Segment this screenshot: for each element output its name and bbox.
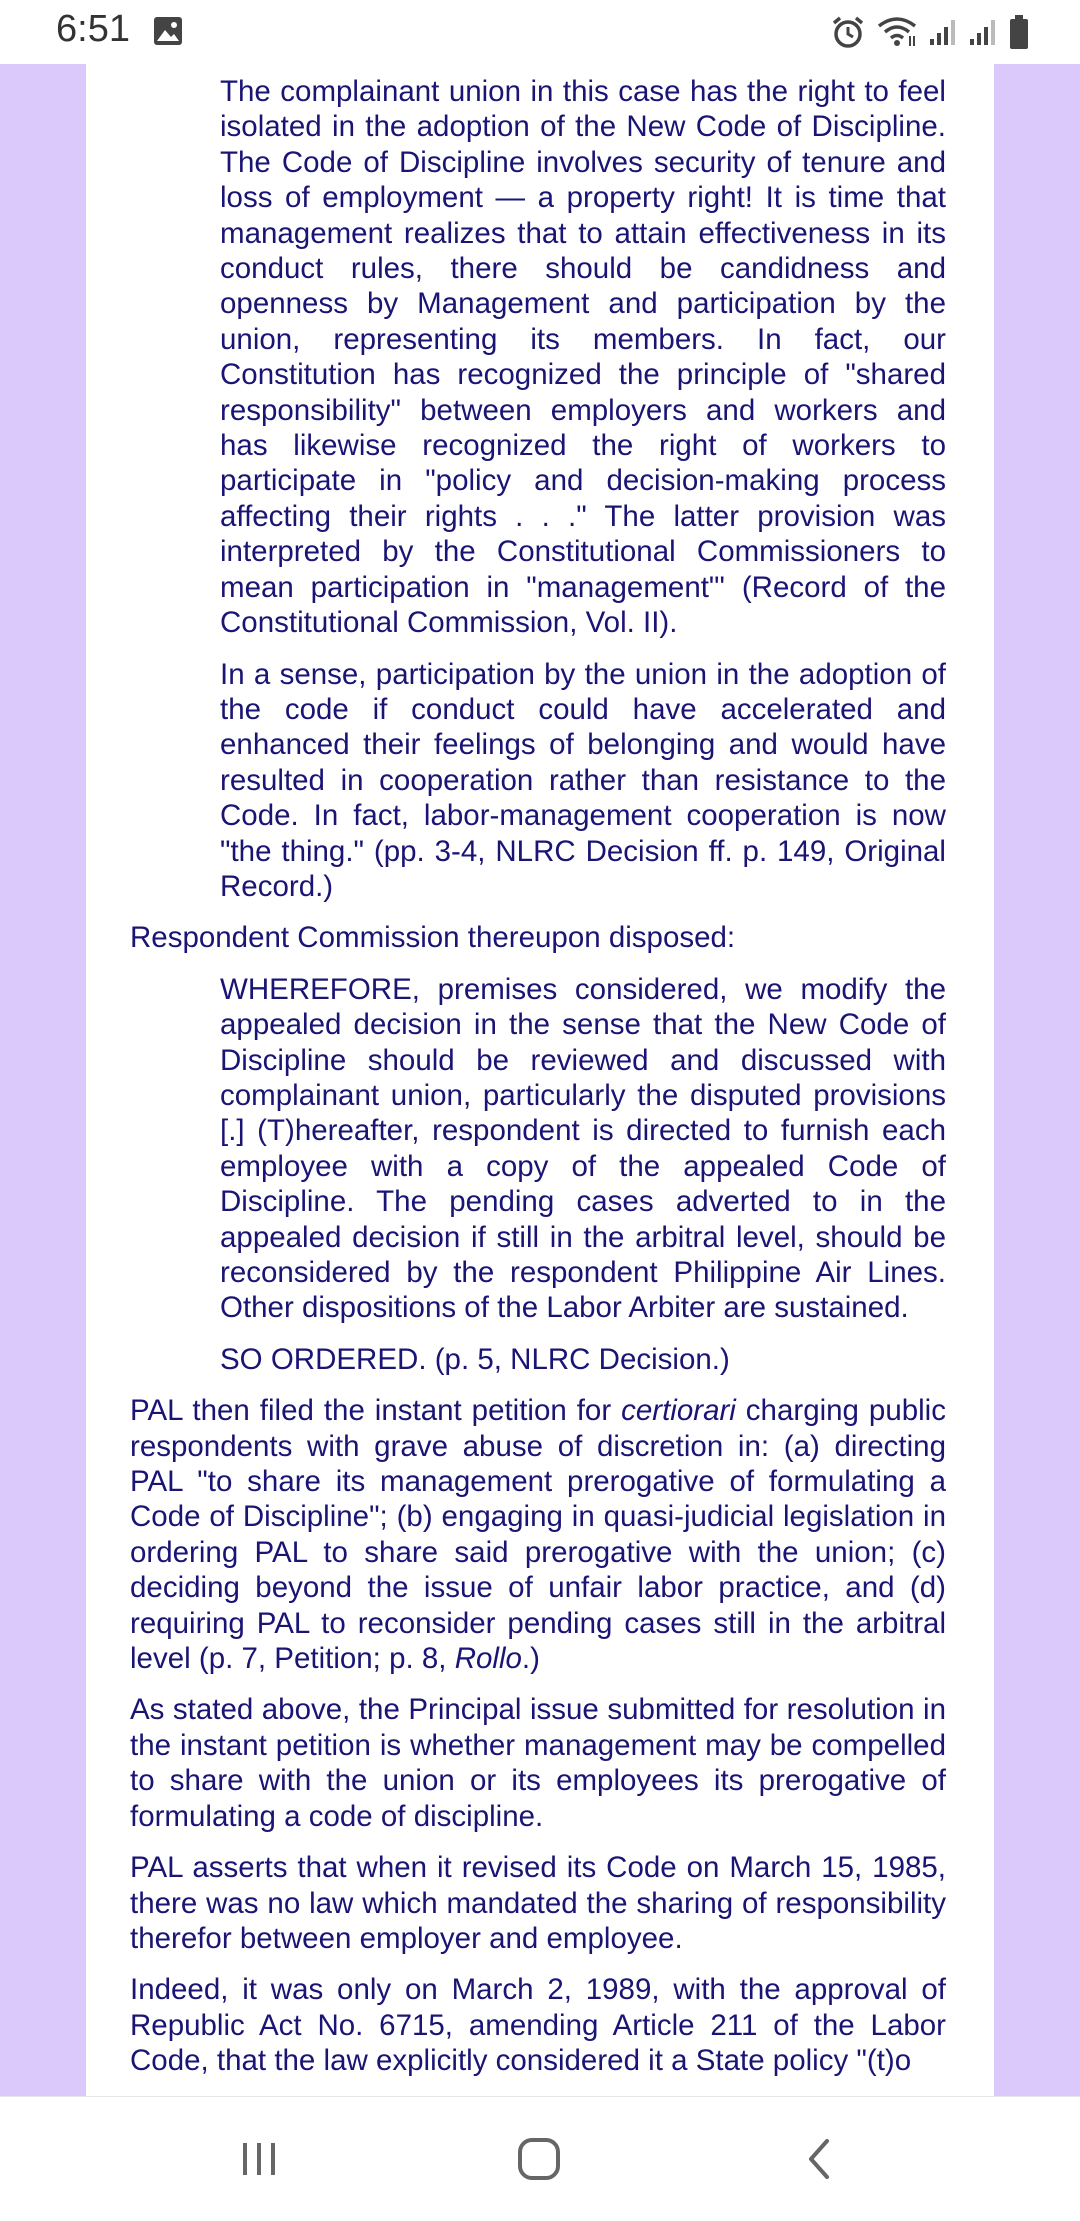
quote-paragraph: In a sense, participation by the union in the adoption of the code if conduct could have accelerated and enhanced their feelings of belonging and would have resulted in cooperation rather than resistance to the Code. In fact, labor-management cooperation is now "the thing." (pp. 3-4, NLRC Decision ff. p. 149, Original Record.) [220,657,946,903]
status-bar [0,0,1080,64]
status-time: 6:51 [56,8,130,50]
italic-text: certiorari [621,1394,736,1428]
back-icon [799,2137,843,2186]
body-paragraph: PAL asserts that when it revised its Code on March 15, 1985, there was no law which mandated the sharing of responsibility therefor between employer and employee. [130,1851,946,1955]
wifi-icon [876,16,918,53]
navigation-bar [0,2096,1080,2221]
body-paragraph: Respondent Commission thereupon disposed: [130,921,736,955]
quote-paragraph: SO ORDERED. (p. 5, NLRC Decision.) [220,1342,730,1376]
recents-icon [237,2137,281,2186]
alarm-icon [830,14,866,55]
petition-paragraph [130,1393,946,1676]
status-icons [830,14,1030,55]
italic-text: Rollo [454,1642,522,1676]
signal-icon [968,17,998,52]
quote-paragraph: The complainant union in this case has the right to feel isolated in the adoption of the New Code of Discipline. The Code of Discipline involves security of tenure and loss of employment — a property right! It is time that management realizes that to attain effectiveness in its conduct rules, there should be candidness and openness by Management and participation by the union, representing its members. In fact, our Constitution has recognized the principle of "shared responsibility" between employers and workers and has likewise recognized the right of workers to participate in "policy and decision-making process affecting their rights . . ." The latter provision was interpreted by the Constitutional Commissioners to mean participation in "management"' (Record of the Constitutional Commission, Vol. II). [220,75,946,640]
text-span: PAL then filed the instant petition for [130,1394,622,1428]
right-margin-band [994,64,1080,2096]
document-content [130,74,946,2095]
recents-button[interactable] [214,2133,304,2189]
signal-icon [928,17,958,52]
home-button[interactable] [494,2133,584,2189]
document-page[interactable] [86,64,994,2096]
body-paragraph: Indeed, it was only on March 2, 1989, with the approval of Republic Act No. 6715, amending Article 211 of the Labor Code, that the law explicitly considered it a State policy "(t)o [130,1973,946,2078]
text-span: charging public respondents with grave abuse of discretion in: (a) directing PAL "to share its management prerogative of formulating a Code of Discipline"; (b) engaging in quasi-judicial legislation in ordering PAL to share said prerogative with the union; (c) deciding beyond the issue of unfair labor practice, and (d) requiring PAL to reconsider pending cases still in the arbitral level (p. 7, Petition; p. 8, [130,1394,946,1676]
text-span: .) [521,1642,540,1676]
body-paragraph: As stated above, the Principal issue submitted for resolution in the instant petition is whether management may be compelled to share with the union or its employees its prerogative of formulating a code of discipline. [130,1693,946,1833]
home-icon [515,2135,563,2188]
quote-paragraph: WHEREFORE, premises considered, we modify the appealed decision in the sense that the New Code of Discipline should be reviewed and discussed with complainant union, particularly the disputed provisions [.] (T)hereafter, respondent is directed to furnish each employee with a copy of the appealed Code of Discipline. The pending cases adverted to in the appealed decision if still in the arbitral level, should be reconsidered by the respondent Philippine Air Lines. Other dispositions of the Labor Arbiter are sustained. [220,972,946,1325]
back-button[interactable] [776,2133,866,2189]
gallery-icon [153,16,183,51]
battery-icon [1008,14,1030,55]
left-margin-band [0,64,86,2096]
